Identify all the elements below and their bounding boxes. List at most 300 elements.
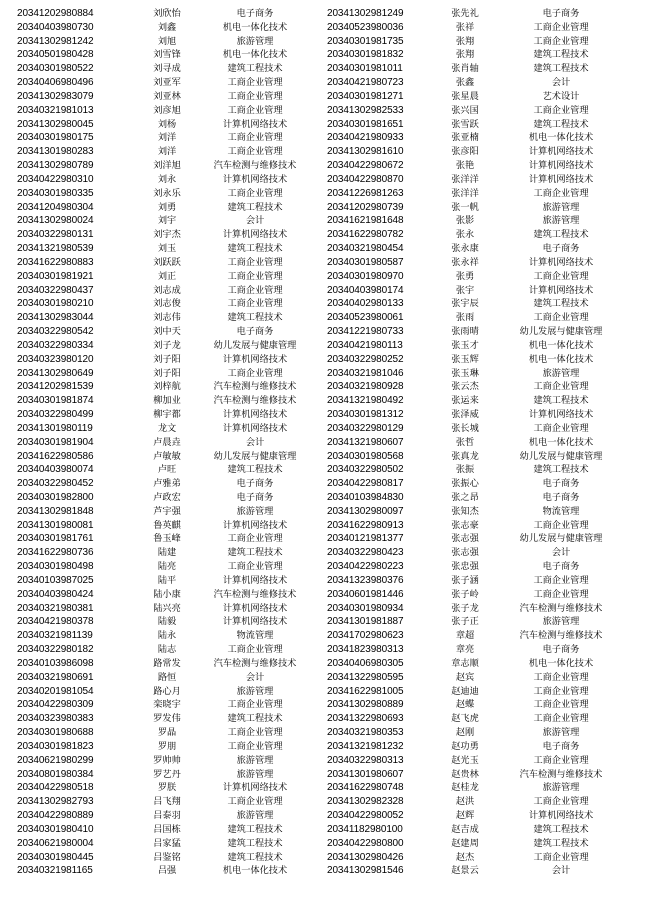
table-row — [327, 726, 632, 740]
table-row — [327, 740, 632, 754]
table-row — [327, 394, 632, 408]
student-major: 工商企业管理 — [533, 713, 589, 725]
student-name: 刘洋 — [157, 146, 177, 158]
table-row — [17, 436, 317, 450]
student-major: 电子商务 — [236, 326, 274, 338]
table-row — [17, 284, 317, 298]
student-id: 20340103984830 — [327, 491, 404, 503]
student-name: 路恒 — [157, 671, 177, 683]
student-major: 电子商务 — [236, 8, 274, 19]
student-major: 旅游管理 — [236, 505, 274, 517]
table-row — [327, 657, 632, 671]
table-row — [327, 297, 632, 311]
student-major: 建筑工程技术 — [533, 118, 589, 130]
student-major: 幼儿发展与健康管理 — [519, 533, 603, 545]
student-id: 20340301981735 — [327, 35, 404, 47]
student-id: 20340301980498 — [17, 561, 94, 573]
student-major: 计算机网络技术 — [222, 422, 288, 434]
table-row — [327, 367, 632, 381]
table-row — [327, 809, 632, 823]
student-id: 20340421980723 — [327, 77, 404, 89]
table-row — [17, 463, 317, 477]
student-name: 陆小康 — [153, 588, 181, 600]
student-id: 20341622980736 — [17, 547, 94, 559]
student-major: 工商企业管理 — [533, 588, 589, 600]
student-name: 张永康 — [451, 243, 479, 255]
student-major: 建筑工程技术 — [227, 243, 283, 255]
student-name: 吕鉴铭 — [153, 851, 181, 863]
student-name: 张永祥 — [451, 256, 479, 268]
student-id: 20340422980309 — [17, 699, 94, 711]
student-id: 20340301981904 — [17, 436, 94, 448]
student-id: 20341301980119 — [17, 422, 93, 434]
student-major: 工商企业管理 — [227, 284, 283, 296]
student-major: 幼儿发展与健康管理 — [519, 326, 603, 338]
student-name: 刘寻成 — [153, 63, 181, 75]
student-id: 20341301980081 — [17, 519, 94, 531]
table-row — [17, 62, 317, 76]
student-id: 20340322980129 — [327, 422, 404, 434]
student-major: 工商企业管理 — [227, 561, 283, 573]
student-major: 建筑工程技术 — [227, 201, 283, 213]
table-row — [327, 214, 632, 228]
student-name: 张振心 — [451, 478, 479, 490]
student-name: 吕飞翔 — [153, 796, 181, 808]
student-id: 20340421980378 — [17, 616, 94, 628]
student-id: 20340301980934 — [327, 602, 404, 614]
student-name: 张洋洋 — [451, 187, 479, 199]
student-id: 20340801980384 — [17, 768, 94, 780]
student-name: 刘跃跃 — [153, 256, 181, 268]
student-id: 20341302983079 — [17, 90, 94, 102]
table-row — [327, 546, 632, 560]
student-name: 张宇辰 — [451, 298, 479, 310]
table-row — [17, 7, 317, 21]
table-row — [327, 76, 632, 90]
student-major: 旅游管理 — [542, 215, 580, 227]
student-major: 幼儿发展与健康管理 — [519, 450, 603, 462]
student-id: 20340322980252 — [327, 353, 404, 365]
table-row — [17, 270, 317, 284]
table-row — [327, 353, 632, 367]
student-id: 20340322980542 — [17, 326, 94, 338]
student-name: 刘彦旭 — [153, 104, 181, 116]
student-id: 20340321981165 — [17, 865, 93, 877]
student-name: 赵建周 — [451, 837, 479, 849]
student-major: 计算机网络技术 — [222, 229, 288, 241]
student-id: 20340321980353 — [327, 727, 404, 739]
table-row — [327, 201, 632, 215]
student-major: 计算机网络技术 — [528, 173, 594, 185]
table-row — [17, 242, 317, 256]
student-major: 工商企业管理 — [227, 298, 283, 310]
student-major: 旅游管理 — [542, 367, 580, 379]
student-major: 物流管理 — [236, 630, 274, 642]
student-name: 张玉琳 — [451, 367, 479, 379]
student-name: 刘勇 — [157, 201, 177, 213]
table-row — [327, 781, 632, 795]
student-major: 建筑工程技术 — [227, 837, 283, 849]
student-name: 刘鑫 — [157, 21, 177, 33]
student-id: 20340422980310 — [17, 173, 94, 185]
student-name: 陆平 — [157, 574, 177, 586]
student-major: 工商企业管理 — [533, 187, 589, 199]
table-row — [17, 809, 317, 823]
student-name: 卢雅弟 — [153, 478, 181, 490]
student-major: 建筑工程技术 — [533, 395, 589, 407]
table-row — [327, 173, 632, 187]
student-name: 张一帆 — [451, 201, 479, 213]
student-name: 罗发伟 — [153, 713, 181, 725]
student-name: 赵吉成 — [451, 823, 479, 835]
student-name: 刘志伟 — [153, 312, 181, 324]
student-name: 张云杰 — [451, 381, 479, 393]
table-row — [327, 145, 632, 159]
student-id: 20341622981005 — [327, 685, 404, 697]
student-id: 20340301981011 — [327, 63, 403, 75]
student-major: 计算机网络技术 — [222, 353, 288, 365]
student-id: 20340201981054 — [17, 685, 94, 697]
student-name: 张振 — [455, 464, 475, 476]
table-row — [17, 90, 317, 104]
student-id: 20341622980586 — [17, 450, 94, 462]
student-major: 计算机网络技术 — [528, 256, 594, 268]
student-name: 张知杰 — [451, 505, 479, 517]
student-id: 20340406980305 — [327, 657, 404, 669]
student-name: 张艳 — [455, 160, 475, 172]
table-row — [327, 463, 632, 477]
student-name: 刘宇 — [157, 215, 177, 227]
student-major: 电子商务 — [542, 243, 580, 255]
student-id: 20341323980376 — [327, 574, 404, 586]
student-name: 张翔 — [455, 35, 475, 47]
student-major: 工商企业管理 — [227, 132, 283, 144]
student-name: 刘中天 — [153, 326, 181, 338]
table-row — [17, 173, 317, 187]
student-name: 刘永乐 — [153, 187, 181, 199]
table-row — [327, 505, 632, 519]
student-major: 建筑工程技术 — [227, 464, 283, 476]
table-row — [17, 768, 317, 782]
student-major: 工商企业管理 — [533, 35, 589, 47]
student-major: 工商企业管理 — [533, 699, 589, 711]
table-row — [17, 477, 317, 491]
student-name: 卢政宏 — [153, 491, 181, 503]
student-name: 罗朕 — [157, 782, 177, 794]
student-name: 张子岭 — [451, 588, 479, 600]
table-row — [17, 159, 317, 173]
student-id: 20341621981648 — [327, 215, 404, 227]
table-row — [327, 311, 632, 325]
student-id: 20341321980539 — [17, 243, 94, 255]
student-major: 电子商务 — [542, 491, 580, 503]
student-id: 20340301982800 — [17, 491, 94, 503]
student-id: 20341301981887 — [327, 616, 404, 628]
table-row — [327, 187, 632, 201]
student-major: 工商企业管理 — [227, 270, 283, 282]
student-name: 芦宇强 — [153, 505, 181, 517]
student-id: 20340422980889 — [17, 810, 94, 822]
student-id: 20341302980045 — [17, 118, 94, 130]
student-id: 20341302980426 — [327, 851, 404, 863]
table-row — [327, 48, 632, 62]
student-id: 20340422980052 — [327, 810, 404, 822]
student-name: 赵洪 — [455, 796, 475, 808]
student-name: 刘子阳 — [153, 367, 181, 379]
student-name: 龙文 — [157, 422, 177, 434]
student-major: 工商企业管理 — [533, 851, 589, 863]
student-name: 赵桂龙 — [451, 782, 479, 794]
table-row — [327, 643, 632, 657]
student-name: 张长城 — [451, 422, 479, 434]
student-id: 20340301980522 — [17, 63, 94, 75]
student-name: 章志顺 — [451, 657, 479, 669]
table-row — [17, 657, 317, 671]
table-row — [327, 588, 632, 602]
student-major: 工商企业管理 — [227, 90, 283, 102]
table-row — [17, 602, 317, 616]
table-row — [17, 35, 317, 49]
student-id: 20341622980913 — [327, 519, 404, 531]
student-major: 物流管理 — [542, 505, 580, 517]
student-id: 20341321981232 — [327, 740, 404, 752]
student-major: 工商企业管理 — [227, 146, 283, 158]
student-major: 会计 — [551, 547, 571, 559]
table-row — [327, 629, 632, 643]
table-row — [17, 851, 317, 865]
student-name: 张玉辉 — [451, 353, 479, 365]
student-id: 20340301981874 — [17, 395, 94, 407]
student-id: 20340301981921 — [17, 270, 94, 282]
student-name: 刘玉 — [157, 243, 177, 255]
student-name: 刘亚林 — [153, 90, 181, 102]
student-major: 机电一体化技术 — [528, 436, 594, 448]
student-name: 罗艺丹 — [153, 768, 181, 780]
student-name: 陆志 — [157, 644, 177, 656]
student-major: 机电一体化技术 — [528, 132, 594, 144]
table-row — [327, 284, 632, 298]
student-name: 张雨 — [455, 312, 475, 324]
student-major: 建筑工程技术 — [533, 837, 589, 849]
student-id: 20341202980884 — [17, 8, 94, 19]
student-name: 陆亮 — [157, 561, 177, 573]
table-row — [17, 76, 317, 90]
roster-column-left — [17, 7, 317, 878]
student-major: 会计 — [245, 436, 265, 448]
student-id: 20340322980423 — [327, 547, 404, 559]
student-id: 20341302981242 — [17, 35, 94, 47]
student-name: 张祥 — [455, 21, 475, 33]
student-name: 张影 — [455, 215, 475, 227]
table-row — [17, 726, 317, 740]
table-row — [17, 698, 317, 712]
student-id: 20340321981046 — [327, 367, 404, 379]
student-id: 20341302980024 — [17, 215, 94, 227]
student-name: 赵光玉 — [451, 754, 479, 766]
student-major: 工商企业管理 — [227, 740, 283, 752]
student-name: 路心月 — [153, 685, 181, 697]
student-name: 刘洋 — [157, 132, 177, 144]
table-row — [327, 795, 632, 809]
table-row — [17, 201, 317, 215]
student-id: 20340321980381 — [17, 602, 94, 614]
student-name: 张玉才 — [451, 339, 479, 351]
student-name: 刘子龙 — [153, 339, 181, 351]
table-row — [17, 823, 317, 837]
student-major: 会计 — [551, 77, 571, 89]
student-major: 工商企业管理 — [227, 644, 283, 656]
student-name: 张星晨 — [451, 90, 479, 102]
table-row — [17, 546, 317, 560]
student-name: 章亮 — [455, 644, 475, 656]
student-major: 计算机网络技术 — [528, 409, 594, 421]
student-name: 陆毅 — [157, 616, 177, 628]
student-major: 汽车检测与维修技术 — [519, 630, 603, 642]
table-row — [327, 62, 632, 76]
table-row — [17, 629, 317, 643]
student-major: 旅游管理 — [542, 727, 580, 739]
table-row — [17, 367, 317, 381]
student-major: 计算机网络技术 — [222, 782, 288, 794]
student-name: 陆建 — [157, 547, 177, 559]
student-major: 建筑工程技术 — [533, 464, 589, 476]
student-major: 建筑工程技术 — [227, 312, 283, 324]
table-row — [327, 450, 632, 464]
student-name: 陆兴亮 — [153, 602, 181, 614]
student-name: 张忠强 — [451, 561, 479, 573]
student-id: 20340103986098 — [17, 657, 94, 669]
student-major: 建筑工程技术 — [533, 229, 589, 241]
student-id: 20341302981610 — [327, 146, 404, 158]
student-name: 张兴国 — [451, 104, 479, 116]
student-name: 刘子阳 — [153, 353, 181, 365]
student-id: 20340301981651 — [327, 118, 404, 130]
student-major: 旅游管理 — [236, 768, 274, 780]
table-row — [17, 685, 317, 699]
table-row — [17, 311, 317, 325]
student-id: 20341622980782 — [327, 229, 404, 241]
student-major: 会计 — [245, 671, 265, 683]
student-id: 20341322980693 — [327, 713, 404, 725]
table-row — [327, 380, 632, 394]
student-major: 汽车检测与维修技术 — [213, 160, 297, 172]
table-row — [327, 436, 632, 450]
student-name: 张雪跃 — [451, 118, 479, 130]
student-id: 20341302981249 — [327, 8, 404, 19]
table-row — [327, 228, 632, 242]
table-row — [17, 560, 317, 574]
table-row — [327, 270, 632, 284]
student-major: 计算机网络技术 — [222, 519, 288, 531]
student-major: 汽车检测与维修技术 — [213, 395, 297, 407]
student-major: 工商企业管理 — [533, 381, 589, 393]
student-id: 20340403980424 — [17, 588, 94, 600]
student-name: 罗帅帅 — [153, 754, 181, 766]
table-row — [327, 21, 632, 35]
student-name: 张雨晴 — [451, 326, 479, 338]
student-name: 吕国栋 — [153, 823, 181, 835]
student-id: 20341622980883 — [17, 256, 94, 268]
student-major: 工商企业管理 — [533, 671, 589, 683]
student-major: 工商企业管理 — [227, 699, 283, 711]
student-id: 20340403980730 — [17, 21, 94, 33]
table-row — [327, 560, 632, 574]
student-id: 20340301981312 — [327, 409, 404, 421]
table-row — [17, 781, 317, 795]
table-row — [327, 698, 632, 712]
student-major: 旅游管理 — [542, 782, 580, 794]
student-name: 赵杰 — [455, 851, 475, 863]
student-name: 张先礼 — [451, 8, 479, 19]
table-row — [17, 712, 317, 726]
student-id: 20340301981271 — [327, 90, 404, 102]
student-major: 工商企业管理 — [227, 256, 283, 268]
student-name: 张洋洋 — [451, 173, 479, 185]
table-row — [17, 754, 317, 768]
student-id: 20341321980607 — [327, 436, 404, 448]
student-major: 计算机网络技术 — [222, 574, 288, 586]
table-row — [17, 394, 317, 408]
student-name: 张彦阳 — [451, 146, 479, 158]
table-row — [327, 118, 632, 132]
table-row — [17, 118, 317, 132]
table-row — [17, 422, 317, 436]
student-id: 20340301980175 — [17, 132, 94, 144]
student-major: 旅游管理 — [236, 35, 274, 47]
student-name: 刘杨 — [157, 118, 177, 130]
table-row — [17, 214, 317, 228]
student-name: 张真龙 — [451, 450, 479, 462]
student-major: 汽车检测与维修技术 — [213, 657, 297, 669]
table-row — [327, 159, 632, 173]
student-name: 鲁英麒 — [153, 519, 181, 531]
student-name: 赵飞虎 — [451, 713, 479, 725]
student-major: 计算机网络技术 — [222, 616, 288, 628]
student-name: 吕泰羽 — [153, 810, 181, 822]
student-major: 旅游管理 — [236, 810, 274, 822]
student-major: 工商企业管理 — [227, 533, 283, 545]
table-row — [17, 450, 317, 464]
student-name: 赵宾 — [455, 671, 475, 683]
student-name: 赵贵林 — [451, 768, 479, 780]
student-name: 张肖轴 — [451, 63, 479, 75]
student-id: 20341202981539 — [17, 381, 94, 393]
table-row — [327, 422, 632, 436]
student-major: 艺术设计 — [542, 90, 580, 102]
student-major: 旅游管理 — [236, 754, 274, 766]
student-name: 罗晶 — [157, 727, 177, 739]
student-id: 20340422980223 — [327, 561, 404, 573]
student-name: 路常发 — [153, 657, 181, 669]
student-id: 20340321980928 — [327, 381, 404, 393]
student-id: 20341204980304 — [17, 201, 94, 213]
student-major: 建筑工程技术 — [227, 63, 283, 75]
student-name: 张志强 — [451, 547, 479, 559]
table-row — [17, 408, 317, 422]
student-id: 20340301980410 — [17, 823, 94, 835]
student-major: 计算机网络技术 — [528, 146, 594, 158]
table-row — [17, 505, 317, 519]
table-row — [327, 768, 632, 782]
student-name: 柳宇都 — [153, 409, 181, 421]
student-id: 20340322980334 — [17, 339, 94, 351]
student-name: 吕家猛 — [153, 837, 181, 849]
student-id: 20341301980283 — [17, 146, 94, 158]
student-major: 工商企业管理 — [533, 574, 589, 586]
student-major: 工商企业管理 — [533, 519, 589, 531]
student-id: 20340321981013 — [17, 104, 94, 116]
student-id: 20340121981377 — [327, 533, 404, 545]
